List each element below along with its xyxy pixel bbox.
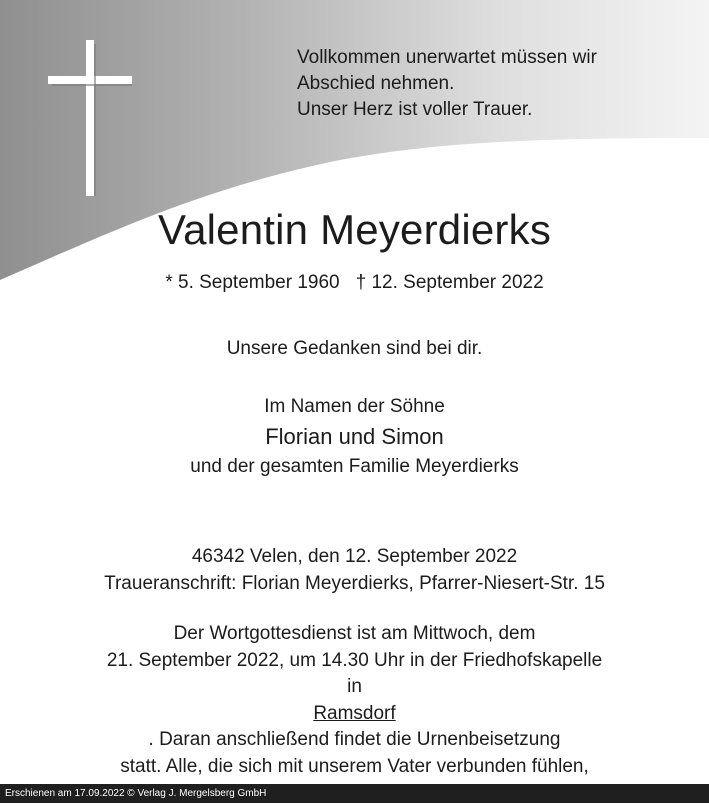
- intro-line: Vollkommen unerwartet müssen wir: [297, 47, 597, 68]
- intro-line: Unser Herz ist voller Trauer.: [297, 99, 533, 120]
- town-link-ramsdorf[interactable]: Ramsdorf: [313, 702, 396, 724]
- death-date: † 12. September 2022: [355, 272, 544, 293]
- intro-line: Abschied nehmen.: [297, 73, 455, 94]
- family-signature: [0, 394, 709, 480]
- family-line: und der gesamten Familie Meyerdierks: [190, 456, 519, 477]
- deceased-name: Valentin Meyerdierks: [157, 206, 552, 253]
- intro-text: [297, 45, 597, 123]
- place-date-line: 46342 Velen, den 12. September 2022: [191, 546, 518, 567]
- service-line: [0, 674, 709, 754]
- service-line-prefix: in: [347, 676, 362, 697]
- birth-date: * 5. September 1960: [165, 272, 340, 293]
- cross-icon: [48, 40, 132, 196]
- life-dates: [0, 270, 709, 296]
- place-and-address: [0, 543, 709, 597]
- mourning-address: Traueranschrift: Florian Meyerdierks, Pfarrer-Niesert-Str. 15: [104, 573, 605, 594]
- sons-names: Florian und Simon: [265, 424, 444, 449]
- service-line: 21. September 2022, um 14.30 Uhr in der Friedhofskapelle: [106, 649, 603, 671]
- service-line-suffix: . Daran anschließend findet die Urnenbeisetzung: [148, 729, 561, 750]
- service-line: Der Wortgottesdienst ist am Mittwoch, dem: [173, 623, 536, 644]
- thoughts-line: Unsere Gedanken sind bei dir.: [226, 338, 483, 359]
- service-info: [0, 621, 709, 807]
- service-line: statt. Alle, die sich mit unserem Vater verbunden fühlen,: [120, 755, 589, 777]
- publication-footer: Erschienen am 17.09.2022 © Verlag J. Mergelsberg GmbH: [0, 784, 709, 803]
- family-intro: Im Namen der Söhne: [264, 396, 445, 417]
